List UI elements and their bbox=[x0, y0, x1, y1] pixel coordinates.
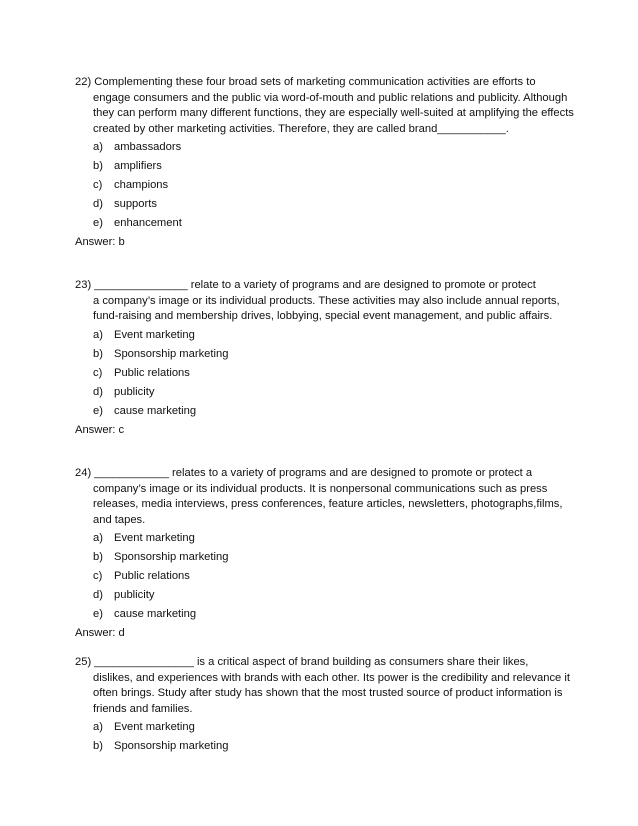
option-letter: a) bbox=[93, 328, 103, 341]
option-a bbox=[93, 531, 575, 547]
option-letter: d) bbox=[93, 198, 103, 211]
question-first-line: ____________ relates to a variety of programs and are designed to promote or protect a bbox=[94, 467, 533, 479]
option-list bbox=[93, 720, 575, 755]
option-letter: d) bbox=[93, 385, 103, 398]
question-number: 25) bbox=[75, 656, 92, 668]
option-text: Public relations bbox=[114, 366, 190, 379]
option-text: enhancement bbox=[114, 217, 182, 230]
question-number: 22) bbox=[75, 76, 92, 88]
option-letter: c) bbox=[93, 179, 103, 192]
option-c bbox=[93, 178, 575, 194]
question-rest: a company’s image or its individual products. These activities may also include annual reports, fund-raising and membership drives, lobbying, special event management, and public affairs. bbox=[93, 294, 560, 323]
option-d bbox=[93, 385, 575, 401]
option-text: cause marketing bbox=[114, 404, 197, 417]
option-text: Event marketing bbox=[114, 532, 195, 545]
option-d bbox=[93, 588, 575, 604]
option-text: Event marketing bbox=[114, 328, 195, 341]
question-number: 23) bbox=[75, 279, 92, 291]
question-23 bbox=[75, 278, 575, 438]
answer-line: Answer: c bbox=[75, 423, 125, 436]
option-b bbox=[93, 739, 575, 755]
option-text: Event marketing bbox=[114, 721, 195, 734]
option-text: Sponsorship marketing bbox=[114, 740, 229, 753]
question-first-line: Complementing these four broad sets of marketing communication activities are efforts to bbox=[94, 76, 536, 88]
option-list bbox=[93, 328, 575, 420]
option-a bbox=[93, 140, 575, 156]
question-25 bbox=[75, 655, 575, 758]
option-letter: e) bbox=[93, 217, 103, 230]
option-b bbox=[93, 550, 575, 566]
option-c bbox=[93, 569, 575, 585]
option-text: champions bbox=[114, 179, 169, 192]
option-e bbox=[93, 607, 575, 623]
option-a bbox=[93, 720, 575, 736]
option-list bbox=[93, 140, 575, 232]
question-rest: company’s image or its individual products. It is nonpersonal communications such as press releases, media interviews, press conferences, feature articles, newsletters, photographs,films, and tapes. bbox=[93, 482, 563, 526]
option-letter: d) bbox=[93, 589, 103, 602]
option-text: publicity bbox=[114, 385, 155, 398]
question-22 bbox=[75, 75, 575, 251]
option-e bbox=[93, 404, 575, 420]
question-first-line: ________________ is a critical aspect of brand building as consumers share their likes, bbox=[94, 656, 529, 668]
option-letter: c) bbox=[93, 570, 103, 583]
question-rest: dislikes, and experiences with brands with each other. Its power is the credibility and relevance it often brings. Study after study has shown that the most trusted source of product information is friends and families. bbox=[93, 671, 570, 715]
option-c bbox=[93, 366, 575, 382]
option-letter: a) bbox=[93, 141, 103, 154]
option-text: ambassadors bbox=[114, 141, 182, 154]
question-text bbox=[75, 75, 575, 137]
option-text: Sponsorship marketing bbox=[114, 551, 229, 564]
question-text bbox=[75, 278, 575, 325]
option-list bbox=[93, 531, 575, 623]
question-24 bbox=[75, 466, 575, 642]
question-text bbox=[75, 655, 575, 717]
option-letter: b) bbox=[93, 160, 103, 173]
option-a bbox=[93, 328, 575, 344]
option-letter: b) bbox=[93, 740, 103, 753]
question-text bbox=[75, 466, 575, 528]
option-letter: a) bbox=[93, 721, 103, 734]
question-rest: engage consumers and the public via word-of-mouth and public relations and publicity. Although they can perform many different functions, they are especially well-suited at amplifying the effects created by other marketing activities. Therefore, they are called brand___________. bbox=[93, 91, 574, 135]
option-text: cause marketing bbox=[114, 608, 197, 621]
question-first-line: _______________ relate to a variety of programs and are designed to promote or protect bbox=[94, 279, 536, 291]
option-letter: a) bbox=[93, 532, 103, 545]
option-text: publicity bbox=[114, 589, 155, 602]
option-b bbox=[93, 159, 575, 175]
option-letter: b) bbox=[93, 551, 103, 564]
option-text: supports bbox=[114, 198, 157, 211]
answer-line: Answer: b bbox=[75, 236, 125, 249]
option-letter: b) bbox=[93, 347, 103, 360]
option-letter: e) bbox=[93, 608, 103, 621]
option-text: amplifiers bbox=[114, 160, 162, 173]
option-text: Sponsorship marketing bbox=[114, 347, 229, 360]
option-b bbox=[93, 347, 575, 363]
question-number: 24) bbox=[75, 467, 92, 479]
option-e bbox=[93, 216, 575, 232]
answer-line: Answer: d bbox=[75, 627, 125, 640]
option-letter: c) bbox=[93, 366, 103, 379]
option-d bbox=[93, 197, 575, 213]
option-text: Public relations bbox=[114, 570, 190, 583]
option-letter: e) bbox=[93, 404, 103, 417]
